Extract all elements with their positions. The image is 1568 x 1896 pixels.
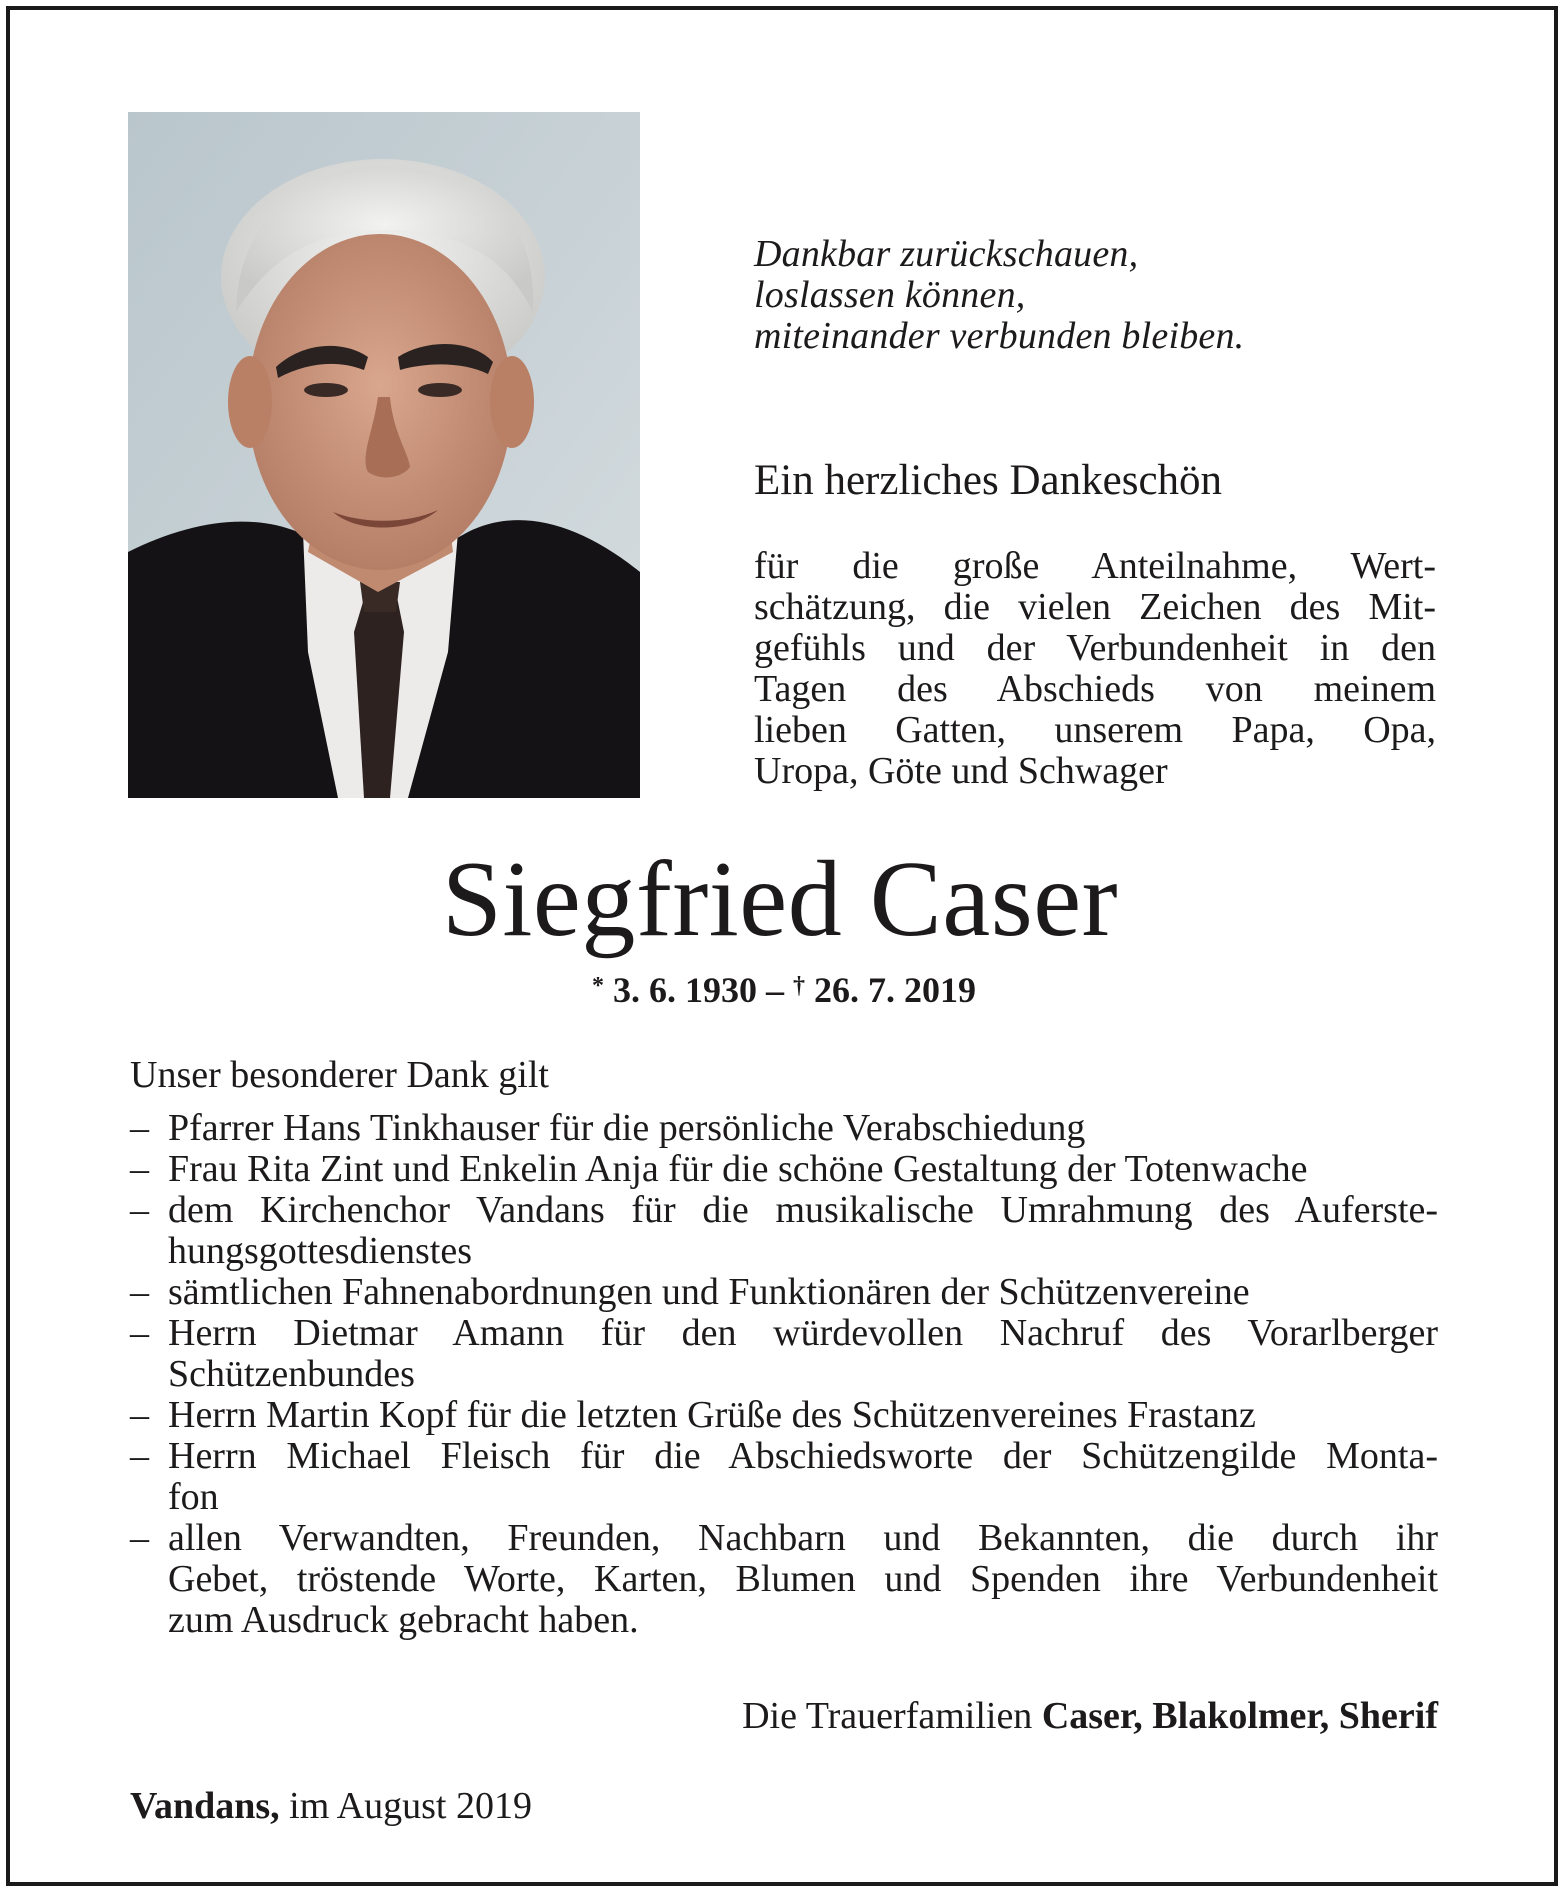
list-item [130, 1108, 1438, 1149]
death-symbol: † [793, 973, 805, 999]
family-names: Caser, Blakolmer, Sherif [1041, 1695, 1438, 1737]
signature [600, 1694, 1438, 1738]
list-item-line: – sämtlichen Fahnenabordnungen und Funktionären der Schützenvereine [168, 1271, 1250, 1313]
list-item-line: Gebet, tröstende Worte, Karten, Blumen und Spenden ihre Verbundenheit [168, 1558, 1438, 1600]
list-item-line: – allen Verwandten, Freunden, Nachbarn und Bekannten, die durch ihr [168, 1517, 1438, 1559]
list-item-line: zum Ausdruck gebracht haben. [168, 1599, 639, 1641]
date-separator: – [766, 970, 784, 1010]
list-item-line: – Herrn Martin Kopf für die letzten Grüße des Schützenvereines Frastanz [168, 1394, 1256, 1436]
list-item [130, 1149, 1438, 1190]
list-item [130, 1518, 1438, 1641]
deceased-name [0, 840, 1568, 960]
place-town: Vandans, [130, 1785, 280, 1827]
signature-prefix: Die Trauerfamilien [742, 1695, 1033, 1737]
list-item-line: – Herrn Michael Fleisch für die Abschiedsworte der Schützengilde Monta- [168, 1435, 1438, 1477]
thanks-line: Tagen des Abschieds von meinem [754, 668, 1436, 710]
thanks-heading: Ein herzliches Dankeschön [754, 457, 1223, 504]
thanks-line: schätzung, die vielen Zeichen des Mit- [754, 586, 1436, 628]
list-item [130, 1190, 1438, 1272]
list-item [130, 1313, 1438, 1395]
thanks-line: für die große Anteilnahme, Wert- [754, 545, 1436, 587]
special-thanks-intro: Unser besonderer Dank gilt [130, 1054, 549, 1096]
list-item [130, 1272, 1438, 1313]
thanks-line: Uropa, Göte und Schwager [754, 750, 1168, 792]
list-item-line: hungsgottesdienstes [168, 1230, 472, 1272]
list-item-line: – Herrn Dietmar Amann für den würdevollen Nachruf des Vorarlberger [168, 1312, 1438, 1354]
thanks-line: lieben Gatten, unserem Papa, Opa, [754, 709, 1436, 751]
place-and-date [130, 1784, 830, 1828]
special-thanks-list [130, 1108, 1438, 1641]
deceased-name-text: Siegfried Caser [441, 840, 1119, 959]
list-item-line: – dem Kirchenchor Vandans für die musikalische Umrahmung des Auferste- [168, 1189, 1438, 1231]
thanks-paragraph [754, 546, 1436, 792]
birth-symbol: * [592, 973, 604, 999]
motto-line: loslassen können, [754, 274, 1026, 316]
motto [754, 234, 1374, 357]
list-item [130, 1436, 1438, 1518]
thanks-line: gefühls und der Verbundenheit in den [754, 627, 1436, 669]
list-item [130, 1395, 1438, 1436]
life-dates [0, 968, 1568, 1012]
motto-line: miteinander verbunden bleiben. [754, 315, 1245, 357]
portrait-illustration [128, 112, 640, 798]
portrait-photo [128, 112, 640, 798]
death-date: 26. 7. 2019 [814, 970, 976, 1010]
list-item-line: Schützenbundes [168, 1353, 415, 1395]
list-item-line: – Frau Rita Zint und Enkelin Anja für die schöne Gestaltung der Totenwache [168, 1148, 1308, 1190]
motto-line: Dankbar zurückschauen, [754, 233, 1139, 275]
place-date: im August 2019 [289, 1785, 532, 1827]
list-item-line: fon [168, 1476, 219, 1518]
list-item-line: – Pfarrer Hans Tinkhauser für die persönliche Verabschiedung [168, 1107, 1086, 1149]
birth-date: 3. 6. 1930 [613, 970, 757, 1010]
